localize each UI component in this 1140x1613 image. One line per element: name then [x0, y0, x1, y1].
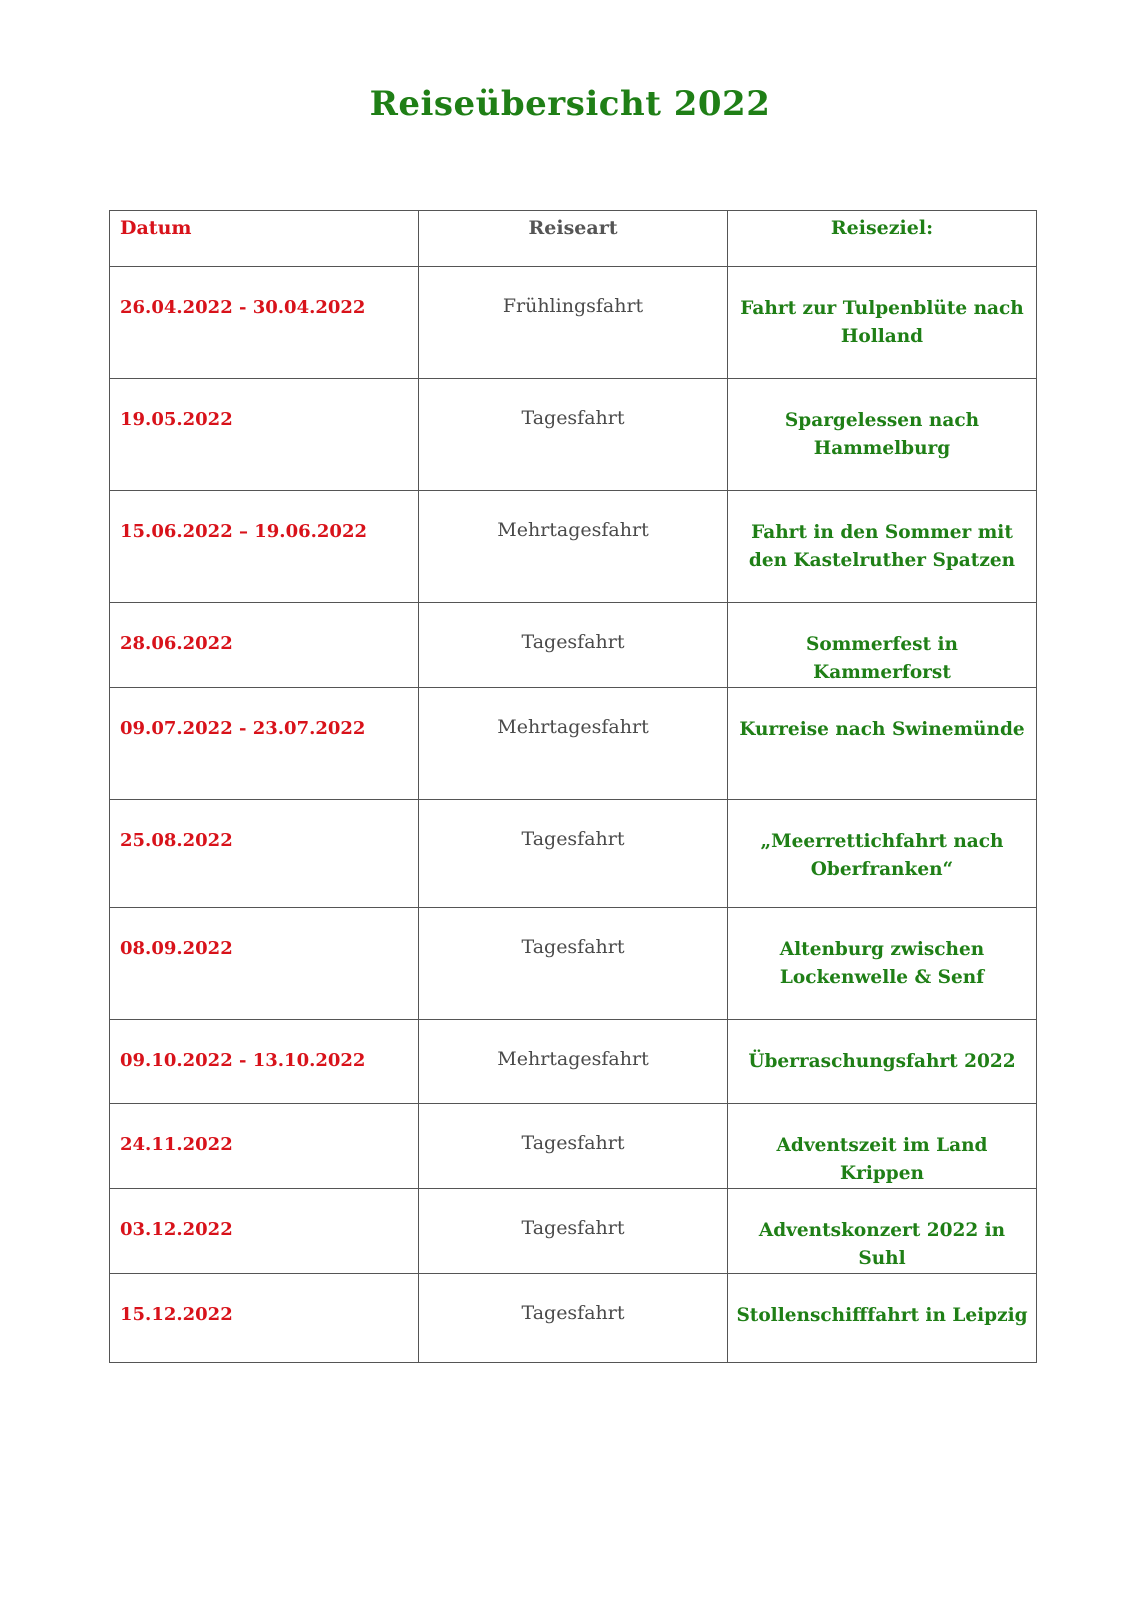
trip-destination: Fahrt zur Tulpenblüte nach Holland	[728, 267, 1037, 379]
trip-type: Tagesfahrt	[419, 603, 728, 688]
trip-destination: Kurreise nach Swinemünde	[728, 688, 1037, 800]
trip-destination: Altenburg zwischen Lockenwelle & Senf	[728, 908, 1037, 1020]
trip-type: Tagesfahrt	[419, 1274, 728, 1363]
trip-destination: Überraschungsfahrt 2022	[728, 1020, 1037, 1104]
table-header-row	[110, 211, 1037, 267]
trip-destination: Fahrt in den Sommer mit den Kastelruther Spatzen	[728, 491, 1037, 603]
trip-type: Mehrtagesfahrt	[419, 491, 728, 603]
table-row	[110, 1104, 1037, 1189]
trip-destination: „Meerrettichfahrt nach Oberfranken“	[728, 800, 1037, 908]
trip-date: 25.08.2022	[110, 800, 419, 908]
trip-date: 24.11.2022	[110, 1104, 419, 1189]
trip-type: Tagesfahrt	[419, 800, 728, 908]
trip-date: 09.10.2022 - 13.10.2022	[110, 1020, 419, 1104]
trip-type: Tagesfahrt	[419, 379, 728, 491]
trip-type: Tagesfahrt	[419, 1189, 728, 1274]
header-destination: Reiseziel:	[728, 211, 1037, 267]
trip-date: 19.05.2022	[110, 379, 419, 491]
trip-type: Tagesfahrt	[419, 908, 728, 1020]
table-row	[110, 800, 1037, 908]
trip-type: Frühlingsfahrt	[419, 267, 728, 379]
trip-type: Tagesfahrt	[419, 1104, 728, 1189]
table-row	[110, 267, 1037, 379]
trip-destination: Adventszeit im Land Krippen	[728, 1104, 1037, 1189]
table-row	[110, 603, 1037, 688]
trip-type: Mehrtagesfahrt	[419, 688, 728, 800]
trip-destination: Stollenschifffahrt in Leipzig	[728, 1274, 1037, 1363]
trip-date: 15.12.2022	[110, 1274, 419, 1363]
trip-overview-table	[109, 210, 1037, 1363]
trip-date: 15.06.2022 – 19.06.2022	[110, 491, 419, 603]
trip-date: 26.04.2022 - 30.04.2022	[110, 267, 419, 379]
trip-date: 03.12.2022	[110, 1189, 419, 1274]
table-row	[110, 688, 1037, 800]
table-row	[110, 491, 1037, 603]
trip-date: 09.07.2022 - 23.07.2022	[110, 688, 419, 800]
trip-type: Mehrtagesfahrt	[419, 1020, 728, 1104]
table-row	[110, 1189, 1037, 1274]
table-row	[110, 379, 1037, 491]
table-row	[110, 908, 1037, 1020]
table-row	[110, 1020, 1037, 1104]
trip-destination: Adventskonzert 2022 in Suhl	[728, 1189, 1037, 1274]
trip-destination: Sommerfest in Kammerforst	[728, 603, 1037, 688]
header-date: Datum	[110, 211, 419, 267]
table-row	[110, 1274, 1037, 1363]
trip-date: 08.09.2022	[110, 908, 419, 1020]
trip-date: 28.06.2022	[110, 603, 419, 688]
trip-destination: Spargelessen nach Hammelburg	[728, 379, 1037, 491]
page-title: Reiseübersicht 2022	[369, 84, 771, 124]
header-trip-type: Reiseart	[419, 211, 728, 267]
